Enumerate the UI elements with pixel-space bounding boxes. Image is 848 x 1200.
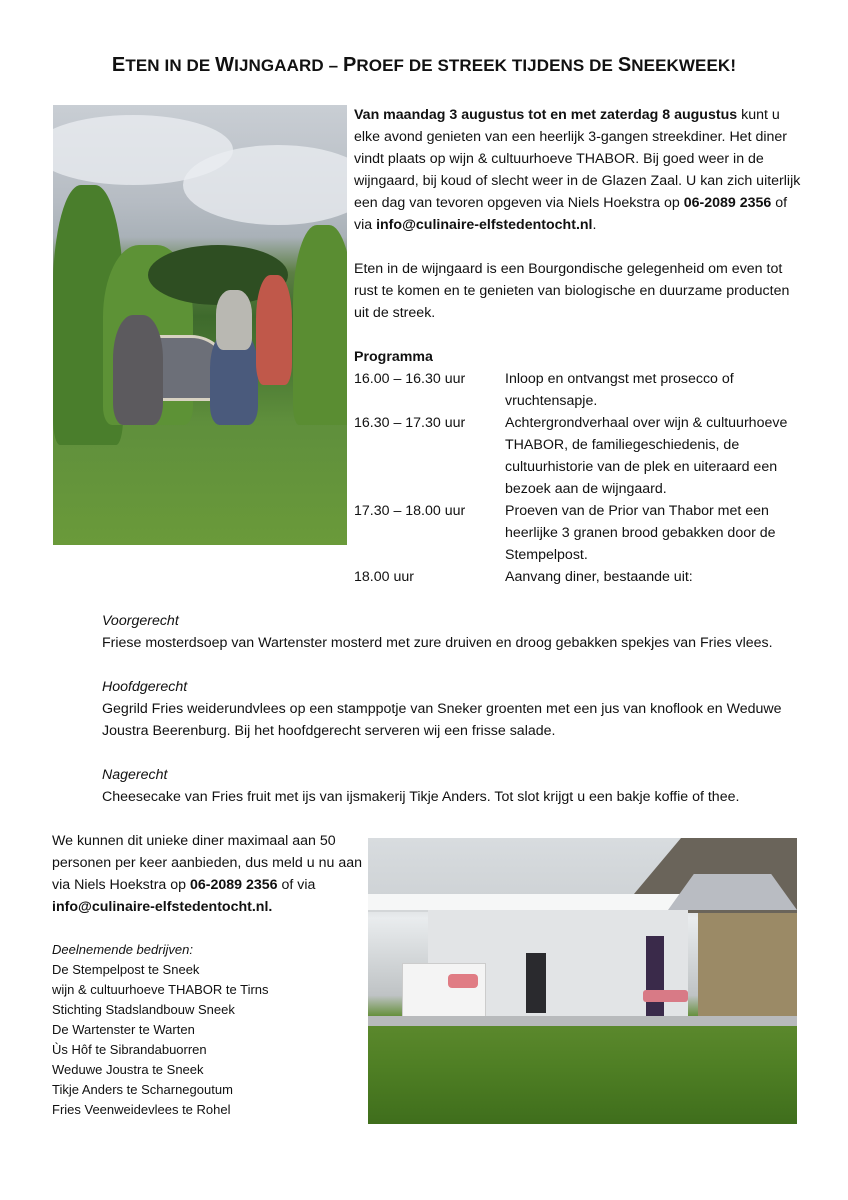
phone-number[interactable]: 06-2089 2356: [683, 195, 772, 211]
email-link[interactable]: info@culinaire-elfstedentocht.nl: [376, 217, 593, 233]
schedule-row: [354, 368, 804, 412]
program-heading: Programma: [354, 349, 433, 365]
course-title-starter: Voorgerecht: [102, 613, 179, 629]
page-title: [0, 54, 848, 77]
white-bench: [402, 963, 486, 1020]
pink-cushion: [448, 974, 478, 988]
schedule-desc: Aanvang diner, bestaande uit:: [505, 569, 693, 585]
program-schedule: [354, 368, 804, 588]
schedule-row: [354, 412, 804, 500]
partner-item: wijn & cultuurhoeve THABOR te Tirns: [52, 982, 269, 997]
older-woman: [256, 275, 292, 385]
intro-text: kunt u elke avond genieten van een heerlijk 3-gangen streekdiner. Het diner vindt plaats op wijn & cultuurhoeve THABOR. Bij goed weer in de wijngaard, bij koud of slecht weer in de Glazen Zaal. U kan zich uiterlijk een dag van tevoren opgeven via Niels Hoekstra op: [354, 107, 801, 211]
schedule-desc: Achtergrondverhaal over wijn & cultuurhoeve THABOR, de familiegeschiedenis, de cultuurhistorie van de plek en uiteraard een bezoek aan de wijngaard.: [505, 415, 788, 497]
description-paragraph: Eten in de wijngaard is een Bourgondische gelegenheid om even tot rust te komen en te genieten van biologische en duurzame producten uit de streek.: [354, 261, 790, 321]
title-initial: P: [342, 54, 357, 76]
course-description-dessert: Cheesecake van Fries fruit met ijs van ijsmakerij Tikje Anders. Tot slot krijgt u een bakje koffie of thee.: [102, 789, 740, 805]
event-dates: Van maandag 3 augustus tot en met zaterdag 8 augustus: [354, 107, 738, 123]
partner-item: Weduwe Joustra te Sneek: [52, 1062, 204, 1077]
contact-text: We kunnen dit unieke diner maximaal aan 50 personen per keer aanbieden, dus meld u nu aan via Niels Hoekstra op: [52, 833, 362, 893]
email-link[interactable]: info@culinaire-elfstedentocht.nl.: [52, 899, 273, 915]
title-initial: W: [215, 54, 235, 76]
course-description-main: Gegrild Fries weiderundvlees op een stamppotje van Sneker groenten met een jus van knoflook en Weduwe Joustra Beerenburg. Bij het hoofdgerecht serveren wij een frisse salade.: [102, 701, 782, 739]
title-text: TEN IN DE: [125, 56, 216, 75]
spacer: [102, 654, 802, 676]
schedule-time: 18.00 uur: [354, 569, 414, 585]
partner-item: De Stempelpost te Sneek: [52, 962, 200, 977]
course-title-main: Hoofdgerecht: [102, 679, 188, 695]
purple-curtain: [646, 936, 664, 1016]
schedule-row: [354, 566, 804, 588]
course-title-dessert: Nagerecht: [102, 767, 168, 783]
dark-curtain: [526, 953, 546, 1013]
menu-section: [102, 610, 802, 808]
cloud: [183, 145, 347, 225]
terrace-floor: [368, 1016, 797, 1026]
vine-row-right: [293, 225, 347, 425]
brick-wall: [698, 913, 797, 1023]
partners-list: [52, 940, 352, 1120]
partner-item: De Wartenster te Warten: [52, 1022, 195, 1037]
partner-item: Ùs Hôf te Sibrandabuorren: [52, 1042, 207, 1057]
intro-paragraph: [354, 104, 804, 236]
schedule-row: [354, 500, 804, 566]
man-sitting: [113, 315, 163, 425]
schedule-time: 17.30 – 18.00 uur: [354, 503, 466, 519]
title-text: ROEF DE STREEK TIJDENS DE: [356, 56, 618, 75]
vineyard-photo: [53, 105, 347, 545]
partner-item: Stichting Stadslandbouw Sneek: [52, 1002, 235, 1017]
title-text: IJNGAARD –: [234, 56, 343, 75]
course-description-starter: Friese mosterdsoep van Wartenster mosterd met zure druiven en droog gebakken spekjes van Fries vlees.: [102, 635, 773, 651]
intro-text: of via: [354, 195, 788, 233]
title-initial: E: [111, 54, 126, 76]
schedule-desc: Proeven van de Prior van Thabor met een heerlijke 3 granen brood gebakken door de Stempelpost.: [505, 503, 776, 563]
terrace-photo: [368, 838, 797, 1124]
schedule-time: 16.30 – 17.30 uur: [354, 415, 466, 431]
contact-paragraph: [52, 830, 372, 918]
partner-item: Fries Veenweidevlees te Rohel: [52, 1102, 231, 1117]
intro-text: .: [592, 217, 597, 233]
partner-item: Tikje Anders te Scharnegoutum: [52, 1082, 233, 1097]
spacer: [102, 742, 802, 764]
older-man: [216, 290, 252, 350]
title-initial: S: [617, 54, 632, 76]
schedule-time: 16.00 – 16.30 uur: [354, 371, 466, 387]
pink-cushion: [643, 990, 688, 1002]
partners-heading: Deelnemende bedrijven:: [52, 942, 193, 957]
phone-number[interactable]: 06-2089 2356: [190, 877, 278, 893]
contact-text: of via: [277, 877, 316, 893]
schedule-desc: Inloop en ontvangst met prosecco of vruchtensapje.: [505, 371, 734, 409]
title-text: NEEKWEEK!: [631, 56, 737, 75]
